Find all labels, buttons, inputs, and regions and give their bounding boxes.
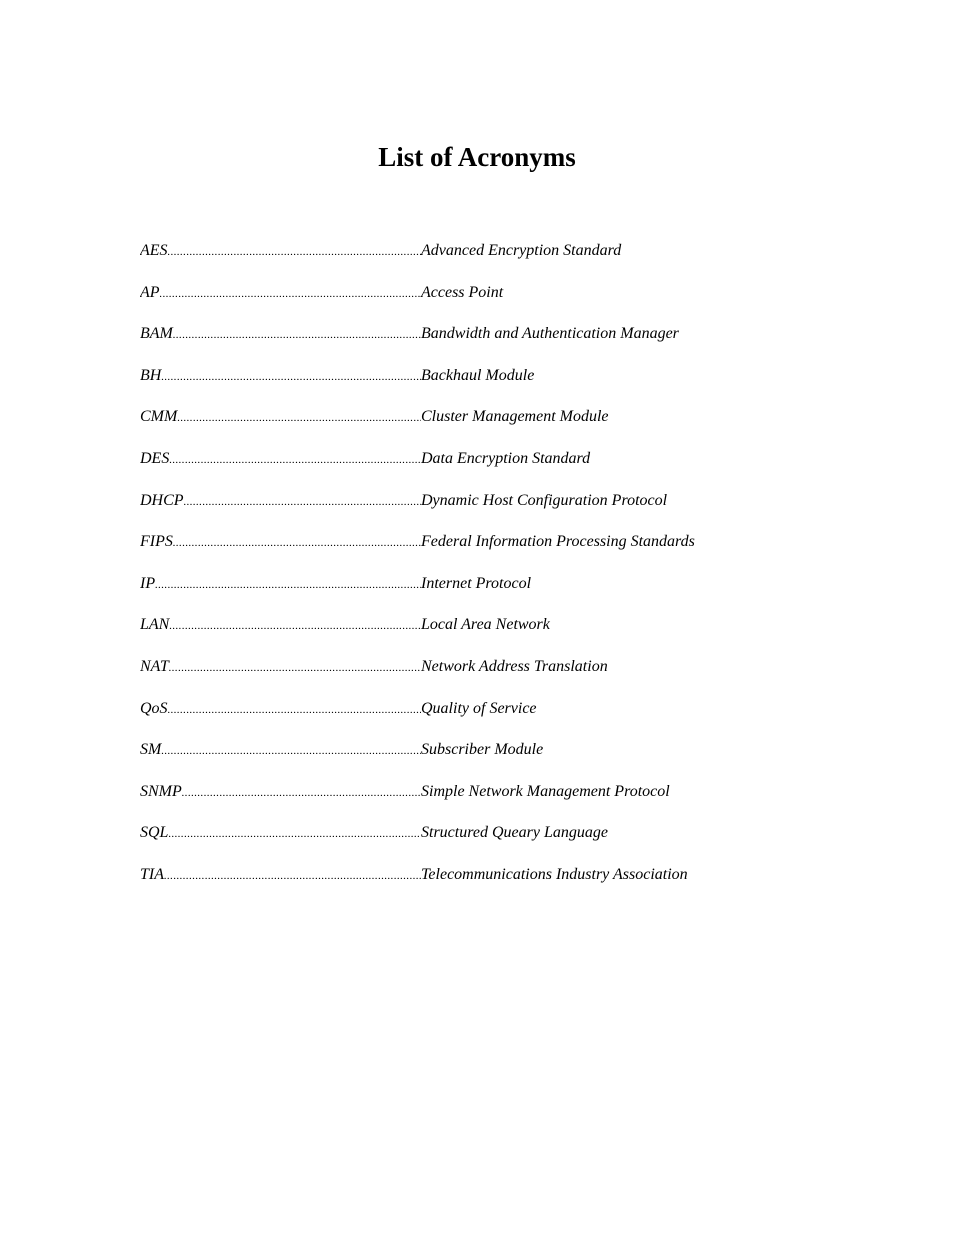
acronym-row: [140, 820, 800, 862]
acronym-row: [140, 363, 800, 405]
acronym-row: [140, 862, 800, 904]
acronym-definition: Cluster Management Module: [421, 408, 609, 426]
acronym-definition: Internet Protocol: [421, 574, 532, 592]
acronym-row: [140, 488, 800, 530]
acronym-term: CMM: [140, 408, 178, 426]
acronym-definition: Data Encryption Standard: [421, 449, 591, 467]
acronym-definition: Telecommunications Industry Association: [421, 865, 688, 883]
acronym-row: [140, 654, 800, 696]
acronym-row: [140, 321, 800, 363]
acronym-row: [140, 779, 800, 821]
dot-leader: [168, 697, 421, 723]
dot-leader: [169, 655, 421, 681]
acronym-term: SQL: [140, 824, 169, 842]
acronym-row: [140, 238, 800, 280]
acronym-term: DHCP: [140, 491, 184, 509]
acronym-term: AES: [140, 242, 168, 259]
acronym-definition: Access Point: [421, 283, 504, 301]
acronym-term: NAT: [140, 657, 169, 675]
acronym-definition: Network Address Translation: [421, 657, 608, 675]
acronym-definition: Structured Queary Language: [421, 824, 608, 842]
acronym-row: [140, 446, 800, 488]
acronym-term: IP: [140, 574, 156, 592]
acronym-definition: Backhaul Module: [421, 366, 535, 384]
dot-leader: [169, 613, 421, 639]
acronym-row: [140, 696, 800, 738]
dot-leader: [173, 322, 421, 348]
acronym-definition: Quality of Service: [421, 699, 537, 717]
dot-leader: [169, 447, 421, 473]
acronym-definition: Dynamic Host Configuration Protocol: [421, 491, 668, 509]
acronym-term: TIA: [140, 865, 164, 883]
acronym-term: BAM: [140, 325, 173, 343]
dot-leader: [160, 281, 421, 307]
acronym-term: LAN: [140, 616, 170, 634]
acronym-definition: Federal Information Processing Standards: [421, 533, 695, 551]
acronym-term: QoS: [140, 699, 168, 717]
dot-leader: [161, 738, 421, 764]
acronym-term: DES: [140, 449, 170, 467]
acronym-term: SNMP: [140, 782, 182, 800]
acronym-definition: Subscriber Module: [421, 741, 544, 759]
acronym-row: [140, 529, 800, 571]
dot-leader: [155, 572, 421, 598]
page-title: List of Acronyms: [378, 142, 576, 172]
acronym-term: AP: [140, 283, 160, 301]
acronym-row: [140, 737, 800, 779]
acronym-definition: Simple Network Management Protocol: [421, 782, 670, 800]
dot-leader: [173, 530, 421, 556]
acronym-term: BH: [140, 366, 162, 384]
acronym-definition: Bandwidth and Authentication Manager: [421, 325, 679, 343]
acronym-row: [140, 612, 800, 654]
dot-leader: [177, 405, 421, 431]
acronym-definition: Local Area Network: [421, 616, 550, 634]
acronym-list: [140, 238, 800, 904]
acronym-row: [140, 404, 800, 446]
dot-leader: [161, 364, 421, 390]
dot-leader: [164, 863, 421, 889]
dot-leader: [168, 821, 421, 847]
acronym-row: [140, 280, 800, 322]
dot-leader: [184, 489, 421, 515]
acronym-term: SM: [140, 741, 162, 759]
acronym-row: [140, 571, 800, 613]
acronym-definition: Advanced Encryption Standard: [421, 242, 622, 259]
dot-leader: [182, 780, 421, 806]
acronym-term: FIPS: [140, 533, 173, 551]
dot-leader: [168, 239, 421, 265]
